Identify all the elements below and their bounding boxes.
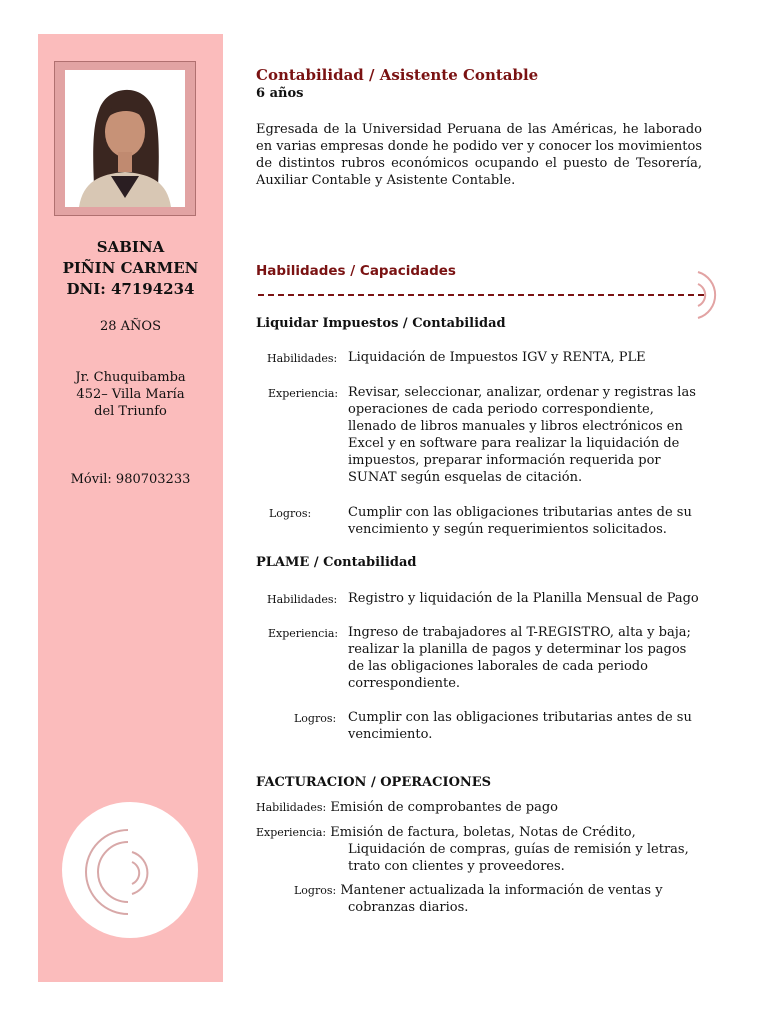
achievements-label: Logros: xyxy=(294,712,337,725)
address-line-1: Jr. Chuquibamba xyxy=(75,370,186,385)
block3-skills-value: Emisión de comprobantes de pago xyxy=(330,800,559,815)
block-title-plame: PLAME / Contabilidad xyxy=(256,555,417,570)
block3-experience-line1: Emisión de factura, boletas, Notas de Crédito, xyxy=(330,825,636,840)
section-divider xyxy=(258,294,704,296)
cc-logo-icon xyxy=(62,802,198,938)
dni-label: DNI: 47194234 xyxy=(66,280,195,298)
block3-achievements-rest: cobranzas diarios. xyxy=(348,900,469,915)
block2-achievements-value: Cumplir con las obligaciones tributarias antes de su vencimiento. xyxy=(348,710,692,742)
experience-label: Experiencia: xyxy=(268,627,339,640)
block-title-taxes: Liquidar Impuestos / Contabilidad xyxy=(256,316,506,331)
decorative-arc-icon xyxy=(694,268,728,322)
block1-skills-value: Liquidación de Impuestos IGV y RENTA, PLE xyxy=(348,350,646,365)
block1-experience-value: Revisar, seleccionar, analizar, ordenar y registras las operaciones de cada periodo correspondiente, llenado de libros manuales y libros electrónicos en Excel y en software para realizar la liquidación de impuestos, preparar información requerida por SUNAT según esquelas de citación. xyxy=(348,385,696,485)
profile-summary: Egresada de la Universidad Peruana de las Américas, he laborado en varias empresas donde he podido ver y conocer los movimientos de distintos rubros económicos ocupando el puesto de Tesorería, Auxiliar Contable y Asistente Contable. xyxy=(256,122,702,188)
mobile-number: Móvil: 980703233 xyxy=(70,472,191,487)
sidebar xyxy=(38,34,223,982)
block3-achievements-row xyxy=(294,882,704,899)
age-label: 28 AÑOS xyxy=(99,319,161,334)
section-title-skills: Habilidades / Capacidades xyxy=(256,263,456,279)
name-line-2: PIÑIN CARMEN xyxy=(62,259,199,277)
block-title-invoicing: FACTURACION / OPERACIONES xyxy=(256,775,492,790)
address-line-2: 452– Villa María xyxy=(76,387,185,402)
address xyxy=(38,369,223,420)
experience-label: Experiencia: xyxy=(256,826,327,839)
block3-skills-row xyxy=(256,799,704,816)
skills-label: Habilidades: xyxy=(256,801,327,814)
experience-label: Experiencia: xyxy=(268,387,339,400)
job-title: Contabilidad / Asistente Contable xyxy=(256,66,539,84)
block2-skills-value: Registro y liquidación de la Planilla Mensual de Pago xyxy=(348,591,699,606)
block1-achievements-value: Cumplir con las obligaciones tributarias antes de su vencimiento y según requerimientos solicitados. xyxy=(348,505,692,537)
skills-label: Habilidades: xyxy=(267,593,338,606)
profile-photo-frame xyxy=(54,61,196,216)
achievements-label: Logros: xyxy=(269,507,312,520)
candidate-name xyxy=(38,237,223,300)
block3-achievements-line1: Mantener actualizada la información de ventas y xyxy=(340,883,663,898)
block2-experience-value: Ingreso de trabajadores al T-REGISTRO, alta y baja; realizar la planilla de pagos y determinar los pagos de las obligaciones laborales de cada periodo correspondiente. xyxy=(348,625,691,691)
block3-experience-row xyxy=(256,824,704,841)
block3-experience-rest: Liquidación de compras, guías de remisión y letras, trato con clientes y proveedores. xyxy=(348,842,689,874)
address-line-3: del Triunfo xyxy=(94,404,167,419)
profile-photo xyxy=(65,70,185,207)
name-line-1: SABINA xyxy=(96,238,165,256)
logo-circle xyxy=(62,802,198,938)
years-experience: 6 años xyxy=(256,86,304,101)
achievements-label: Logros: xyxy=(294,884,337,897)
skills-label: Habilidades: xyxy=(267,352,338,365)
profile-photo-illustration xyxy=(65,70,185,207)
